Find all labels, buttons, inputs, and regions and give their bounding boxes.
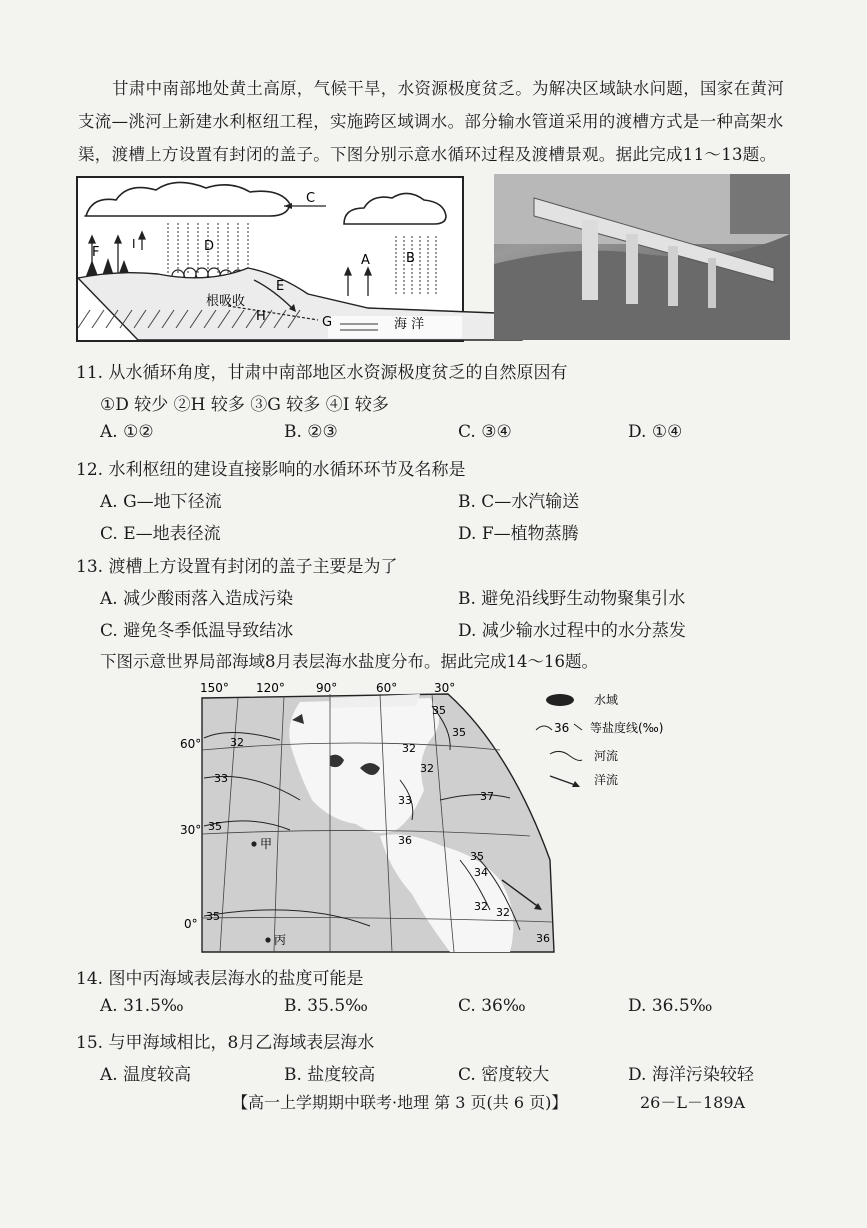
- label-e: E: [276, 279, 285, 294]
- aqueduct-photo-svg: [494, 174, 790, 340]
- iso-label: 35: [208, 820, 222, 833]
- q14-option-a[interactable]: A. 31.5‰: [100, 996, 184, 1016]
- q15-option-d[interactable]: D. 海洋污染较轻: [628, 1065, 754, 1085]
- label-g: G: [322, 315, 333, 330]
- q15-option-a[interactable]: A. 温度较高: [100, 1065, 192, 1085]
- water-cycle-svg: [78, 178, 462, 340]
- iso-label: 32: [474, 900, 488, 913]
- label-i: I: [132, 237, 136, 251]
- iso-label: 36: [398, 834, 412, 847]
- water-cycle-diagram: [76, 176, 464, 342]
- intro2: 下图示意世界局部海域8月表层海水盐度分布。据此完成14～16题。: [100, 652, 598, 671]
- q13-option-b[interactable]: B. 避免沿线野生动物聚集引水: [458, 589, 686, 609]
- iso-label: 37: [480, 790, 494, 803]
- land-cloud: [85, 182, 290, 216]
- iso-label: 32: [402, 742, 416, 755]
- legend-current: 洋流: [594, 773, 619, 787]
- q13-option-d[interactable]: D. 减少输水过程中的水分蒸发: [458, 621, 686, 641]
- q11-option-b[interactable]: B. ②③: [284, 422, 338, 442]
- legend-iso-num: 36: [554, 721, 570, 735]
- label-a: A: [361, 253, 370, 268]
- salinity-map-svg: [180, 680, 664, 958]
- label-f: F: [92, 245, 100, 260]
- q11-option-a[interactable]: A. ①②: [100, 422, 154, 442]
- iso-label: 35: [206, 910, 220, 923]
- lat-60: 60°: [180, 737, 202, 751]
- legend-water: 水域: [594, 693, 619, 707]
- page-footer: 【高一上学期期中联考·地理 第 3 页(共 6 页)】: [232, 1093, 568, 1112]
- lat-0: 0°: [184, 917, 198, 931]
- sea-cloud: [344, 193, 446, 224]
- lon-120: 120°: [256, 681, 285, 695]
- q12-option-d[interactable]: D. F—植物蒸腾: [458, 524, 579, 544]
- map-legend: [536, 692, 663, 787]
- q13-stem: 13. 渡槽上方设置有封闭的盖子主要是为了: [76, 557, 398, 577]
- label-sea: 海 洋: [394, 317, 425, 332]
- legend-isoline: 等盐度线(‰): [590, 721, 664, 735]
- q11-option-d[interactable]: D. ①④: [628, 422, 683, 442]
- q15-option-b[interactable]: B. 盐度较高: [284, 1065, 376, 1085]
- lon-60: 60°: [376, 681, 398, 695]
- q12-stem: 12. 水利枢纽的建设直接影响的水循环环节及名称是: [76, 460, 466, 480]
- q11-items: ①D 较少 ②H 较多 ③G 较多 ④I 较多: [100, 395, 389, 415]
- q13-option-a[interactable]: A. 减少酸雨落入造成污染: [100, 589, 294, 609]
- q15-stem: 15. 与甲海域相比，8月乙海域表层海水: [76, 1033, 375, 1053]
- aqueduct-photo: [494, 174, 790, 340]
- label-root: 根吸收: [206, 294, 246, 309]
- q12-option-b[interactable]: B. C—水汽输送: [458, 492, 580, 512]
- lon-90: 90°: [316, 681, 338, 695]
- intro-paragraph: 甘肃中南部地处黄土高原，气候干旱，水资源极度贫乏。为解决区域缺水问题，国家在黄河支流—洮河上新建水利枢纽工程，实施跨区域调水。部分输水管道采用的渡槽方式是一种高架水渠，渡槽上方设置有封闭的盖子。下图分别示意水循环过程及渡槽景观。据此完成11～13题。: [78, 79, 784, 164]
- q14-stem: 14. 图中丙海域表层海水的盐度可能是: [76, 969, 364, 989]
- lat-30: 30°: [180, 823, 202, 837]
- lon-30: 30°: [434, 681, 456, 695]
- lon-150: 150°: [200, 681, 229, 695]
- legend-river: 河流: [594, 749, 619, 763]
- iso-label: 34: [474, 866, 488, 879]
- iso-label: 32: [420, 762, 434, 775]
- label-d: D: [204, 239, 215, 254]
- iso-label: 35: [432, 704, 446, 717]
- iso-label: 32: [496, 906, 510, 919]
- rain-b: [396, 236, 436, 296]
- q14-option-d[interactable]: D. 36.5‰: [628, 996, 713, 1016]
- q11-option-c[interactable]: C. ③④: [458, 422, 512, 442]
- iso-label: 35: [470, 850, 484, 863]
- label-b: B: [406, 251, 415, 266]
- page-code: 26－L－189A: [640, 1093, 746, 1112]
- q12-option-a[interactable]: A. G—地下径流: [100, 492, 222, 512]
- q11-stem: 11. 从水循环角度，甘肃中南部地区水资源极度贫乏的自然原因有: [76, 363, 568, 383]
- label-c: C: [306, 191, 316, 206]
- iso-label: 35: [452, 726, 466, 739]
- iso-label: 33: [214, 772, 228, 785]
- q13-option-c[interactable]: C. 避免冬季低温导致结冰: [100, 621, 294, 641]
- q15-option-c[interactable]: C. 密度较大: [458, 1065, 550, 1085]
- point-jia: 甲: [260, 837, 273, 851]
- salinity-map: [180, 680, 664, 958]
- q14-option-b[interactable]: B. 35.5‰: [284, 996, 368, 1016]
- q12-option-c[interactable]: C. E—地表径流: [100, 524, 221, 544]
- label-h: H: [256, 309, 266, 324]
- point-bing: 丙: [274, 933, 287, 947]
- iso-label: 36: [536, 932, 550, 945]
- iso-label: 32: [230, 736, 244, 749]
- q14-option-c[interactable]: C. 36‰: [458, 996, 526, 1016]
- iso-label: 33: [398, 794, 412, 807]
